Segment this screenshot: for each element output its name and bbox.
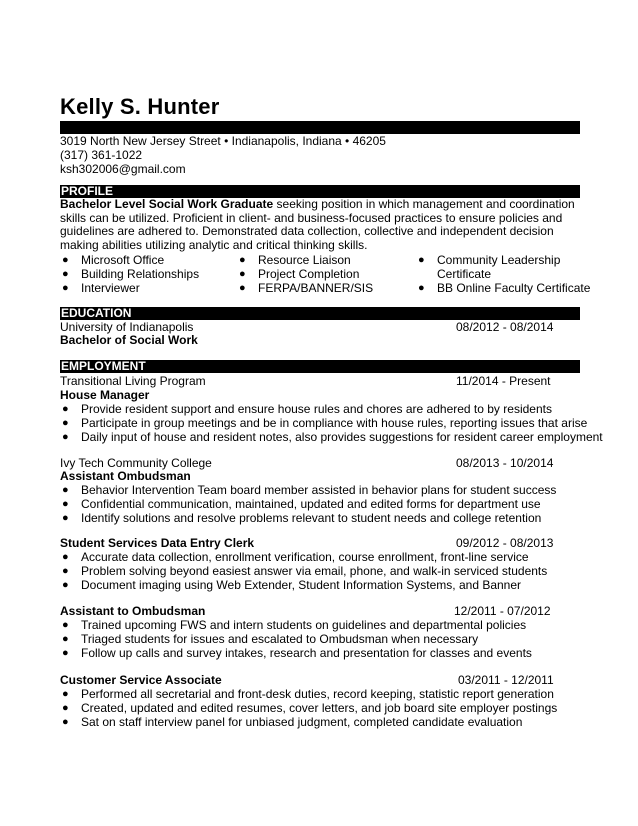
- job-title: House Manager: [60, 388, 150, 402]
- job-dates: 11/2014 - Present: [456, 374, 551, 388]
- bullet-icon: ●: [62, 268, 69, 280]
- bullet-icon: ●: [62, 484, 69, 496]
- bullet-icon: ●: [418, 282, 425, 294]
- education-heading: EDUCATION: [60, 307, 580, 320]
- profile-summary-text: seeking position in which management and coordination skills can be utilized. Proficient in client- and business-focused practices to ensure policies and guidelines are adhered to. Demonstrated data collection, collective and independent decision making abilities utilizing analytic and critical thinking skills.: [60, 197, 575, 252]
- bullet-icon: ●: [62, 633, 69, 645]
- job-dates: 08/2013 - 10/2014: [456, 456, 554, 470]
- bullet-icon: ●: [62, 716, 69, 728]
- job-dates: 09/2012 - 08/2013: [456, 536, 554, 550]
- job-dates: 12/2011 - 07/2012: [454, 604, 551, 618]
- job-employer: Transitional Living Program: [60, 374, 206, 388]
- job-title: Assistant Ombudsman: [60, 469, 191, 483]
- job-employer: Ivy Tech Community College: [60, 456, 212, 470]
- job-title: Student Services Data Entry Clerk: [60, 536, 255, 550]
- bullet-icon: ●: [62, 498, 69, 510]
- bullet-icon: ●: [62, 647, 69, 659]
- phone-line: (317) 361-1022: [60, 148, 143, 162]
- bullet-icon: ●: [62, 403, 69, 415]
- bullet-icon: ●: [62, 417, 69, 429]
- employment-heading: EMPLOYMENT: [60, 360, 580, 373]
- resume-name: Kelly S. Hunter: [60, 94, 220, 119]
- job-title: Assistant to Ombudsman: [60, 604, 206, 618]
- profile-lead: Bachelor Level Social Work Graduate: [60, 197, 274, 211]
- bullet-icon: ●: [62, 688, 69, 700]
- bullet-icon: ●: [62, 282, 69, 294]
- bullet-icon: ●: [62, 619, 69, 631]
- job-dates: 03/2011 - 12/2011: [458, 673, 554, 687]
- bullet-icon: ●: [418, 254, 425, 266]
- email-line: ksh302006@gmail.com: [60, 162, 186, 176]
- address-line: 3019 North New Jersey Street • Indianapolis, Indiana • 46205: [60, 134, 386, 148]
- profile-summary: [60, 198, 580, 252]
- bullet-icon: ●: [239, 282, 246, 294]
- job-title: Customer Service Associate: [60, 673, 222, 687]
- bullet-icon: ●: [239, 254, 246, 266]
- bullet-icon: ●: [62, 565, 69, 577]
- bullet-icon: ●: [62, 702, 69, 714]
- header-divider-bar: [60, 121, 580, 134]
- bullet-icon: ●: [62, 254, 69, 266]
- education-dates: 08/2012 - 08/2014: [456, 320, 554, 334]
- bullet-icon: ●: [62, 512, 69, 524]
- education-degree: Bachelor of Social Work: [60, 333, 198, 347]
- bullet-icon: ●: [62, 431, 69, 443]
- bullet-icon: ●: [239, 268, 246, 280]
- bullet-icon: ●: [62, 551, 69, 563]
- profile-heading: PROFILE: [60, 185, 580, 198]
- bullet-icon: ●: [62, 579, 69, 591]
- education-school: University of Indianapolis: [60, 320, 194, 334]
